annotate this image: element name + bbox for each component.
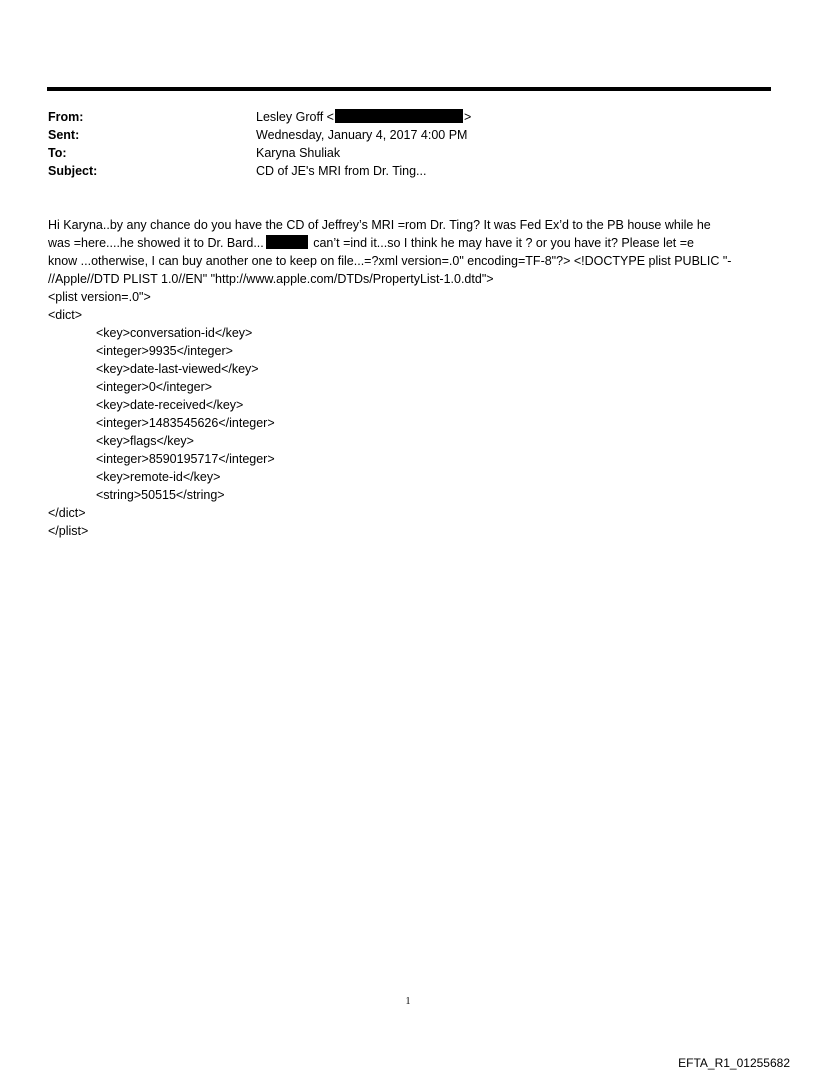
email-header	[48, 108, 471, 180]
body-line: <plist version=.0">	[48, 290, 151, 304]
from-value	[256, 108, 471, 126]
body-line: Hi Karyna..by any chance do you have the CD of Jeffrey’s MRI =rom Dr. Ting? It was Fed Ex’d to the PB house while he	[48, 218, 711, 232]
dict-line: <key>conversation-id</key>	[96, 326, 253, 340]
sent-label: Sent:	[48, 128, 80, 142]
from-row	[48, 108, 471, 126]
dict-line: <integer>1483545626</integer>	[96, 416, 275, 430]
dict-line: <key>date-last-viewed</key>	[96, 362, 259, 376]
body-line: </plist>	[48, 524, 89, 538]
from-name: Lesley Groff <	[256, 110, 334, 124]
sent-value: Wednesday, January 4, 2017 4:00 PM	[256, 128, 468, 142]
body-line: </dict>	[48, 506, 86, 520]
from-label: From:	[48, 110, 84, 124]
from-suffix: >	[463, 110, 472, 124]
to-row	[48, 144, 471, 162]
to-value: Karyna Shuliak	[256, 146, 341, 160]
redaction-box	[266, 235, 308, 249]
to-label: To:	[48, 146, 67, 160]
subject-label: Subject:	[48, 164, 98, 178]
sent-row	[48, 126, 471, 144]
dict-line: <string>50515</string>	[96, 488, 225, 502]
dict-line: <key>date-received</key>	[96, 398, 244, 412]
dict-line: <integer>0</integer>	[96, 380, 213, 394]
body-line: //Apple//DTD PLIST 1.0//EN" "http://www.apple.com/DTDs/PropertyList-1.0.dtd">	[48, 272, 494, 286]
document-id: EFTA_R1_01255682	[678, 1056, 790, 1070]
redaction-box	[335, 109, 463, 123]
header-rule	[47, 87, 771, 91]
body-line-part: was =here....he showed it to Dr. Bard...	[48, 236, 264, 250]
subject-value: CD of JE's MRI from Dr. Ting...	[256, 164, 427, 178]
page-number: 1	[405, 996, 411, 1007]
email-body	[48, 216, 772, 540]
body-line: know ...otherwise, I can buy another one to keep on file...=?xml version=.0" encoding=TF-8"?> <!DOCTYPE plist PUBLIC "-	[48, 254, 732, 268]
dict-line: <integer>8590195717</integer>	[96, 452, 275, 466]
body-line-part: can’t =ind it...so I think he may have it ? or you have it? Please let =e	[309, 236, 694, 250]
body-line: <dict>	[48, 308, 83, 322]
dict-line: <key>remote-id</key>	[96, 470, 221, 484]
subject-row	[48, 162, 471, 180]
body-line	[48, 234, 772, 252]
dict-line: <key>flags</key>	[96, 434, 194, 448]
dict-line: <integer>9935</integer>	[96, 344, 233, 358]
